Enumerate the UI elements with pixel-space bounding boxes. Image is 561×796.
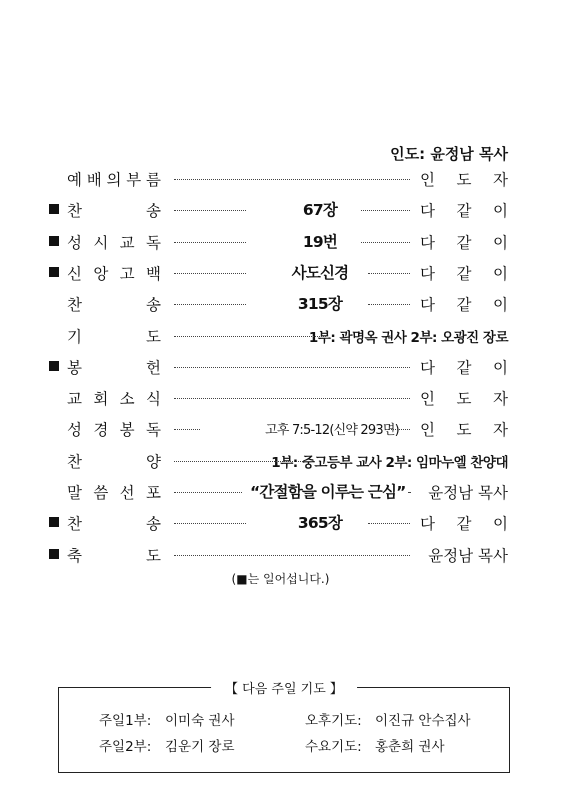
order-right [420, 231, 508, 253]
order-label-char: 봉 [67, 358, 82, 377]
leader-dots [368, 523, 410, 524]
order-label-char: 포 [145, 484, 161, 502]
leader-dots [174, 523, 246, 524]
order-right [420, 199, 508, 221]
leader-dots [174, 367, 410, 368]
order-label [67, 231, 161, 253]
order-row [52, 231, 508, 255]
order-right-char: 같 [456, 296, 472, 315]
order-label-char: 성 [67, 233, 82, 252]
order-row [52, 387, 508, 411]
order-label-char: 축 [67, 546, 82, 565]
order-label-char: 소 [119, 390, 135, 409]
order-right-char: 이 [493, 515, 508, 534]
order-right-char: 도 [456, 421, 472, 440]
order-center: 67장 [302, 201, 338, 220]
order-label-char: 기 [67, 327, 82, 346]
leader-dots [174, 398, 410, 399]
order-label-char: 송 [146, 515, 161, 534]
order-label-char: 백 [145, 264, 161, 283]
order-label-char: 찬 [67, 296, 82, 315]
prayer-name: 김운기 장로 [165, 739, 235, 755]
leader-dots [174, 461, 301, 462]
order-label-char: 양 [146, 452, 161, 471]
order-label-char: 성 [67, 421, 82, 440]
order-label-char: 송 [146, 202, 161, 221]
prayer-item [99, 709, 235, 729]
order-label [67, 199, 161, 221]
order-right [420, 387, 508, 409]
order-label-char: 찬 [67, 202, 82, 221]
order-row [52, 512, 508, 536]
order-label-char: 교 [119, 233, 135, 252]
order-label [67, 387, 161, 409]
order-right-char: 인 [420, 421, 435, 440]
order-center: 315장 [297, 295, 343, 314]
order-row [52, 262, 508, 286]
leader-dots [174, 555, 410, 556]
order-center: “간절함을 이루는 근심” [250, 483, 406, 501]
order-label-char: 예 [67, 171, 82, 189]
leader-dots [174, 210, 246, 211]
order-row [52, 293, 508, 317]
leader-dots [174, 304, 246, 305]
prayer-item [305, 709, 471, 729]
order-label-char: 도 [146, 327, 161, 346]
order-right [420, 262, 508, 284]
order-label-char: 시 [93, 233, 109, 252]
order-label-char: 씀 [93, 484, 109, 502]
next-prayer-box [58, 682, 510, 773]
order-row [52, 325, 508, 349]
order-row [52, 544, 508, 568]
order-right-char: 자 [493, 421, 508, 440]
order-label [67, 168, 161, 190]
order-right: 윤정남 목사 [428, 546, 508, 565]
order-right-char: 같 [456, 515, 472, 534]
order-label-char: 선 [119, 484, 135, 502]
stand-marker [49, 267, 59, 277]
leader-dots [368, 273, 410, 274]
leader-dots [388, 429, 410, 430]
order-right-char: 도 [456, 171, 472, 189]
order-right [420, 168, 508, 190]
prayer-role: 수요기도: [305, 739, 362, 755]
order-right-char: 인 [420, 171, 435, 189]
prayer-name: 홍춘희 권사 [375, 739, 445, 755]
order-row [52, 450, 508, 474]
leader-dots [174, 273, 246, 274]
prayer-name: 이미숙 권사 [165, 713, 235, 729]
order-right [420, 418, 508, 440]
order-label [67, 418, 161, 440]
order-label-char: 독 [145, 233, 161, 252]
prayer-role: 오후기도: [305, 713, 362, 729]
order-right-char: 같 [456, 264, 472, 283]
next-prayer-title: 【 다음 주일 기도 】 [211, 678, 357, 697]
order-label [67, 544, 161, 566]
order-label-char: 름 [146, 171, 161, 189]
stand-marker [49, 236, 59, 246]
order-label-char: 교 [67, 390, 82, 409]
order-label-char: 의 [106, 171, 122, 189]
order-right-char: 이 [493, 358, 508, 377]
order-label-char: 봉 [119, 421, 135, 440]
order-row [52, 481, 508, 505]
leader-dots [361, 210, 411, 211]
order-row [52, 168, 508, 192]
order-right [420, 356, 508, 378]
order-right-char: 같 [456, 202, 472, 221]
order-right [420, 293, 508, 315]
leader-dots [174, 429, 200, 430]
prayer-role: 주일2부: [99, 739, 152, 755]
order-label [67, 512, 161, 534]
order-label-char: 회 [93, 390, 109, 409]
order-center: 사도신경 [291, 263, 349, 282]
order-right: 윤정남 목사 [428, 484, 508, 502]
order-right-char: 다 [420, 202, 435, 221]
leader-dots [174, 492, 242, 493]
order-label [67, 481, 161, 503]
order-right-char: 이 [493, 233, 508, 252]
order-label-char: 헌 [146, 358, 161, 377]
order-label-char: 말 [67, 484, 82, 502]
order-right-char: 다 [420, 296, 435, 315]
order-label [67, 293, 161, 315]
order-right-char: 이 [493, 264, 508, 283]
order-right-char: 같 [456, 358, 472, 377]
order-label-char: 고 [119, 264, 135, 283]
leader-line: 인도: 윤정남 목사 [390, 145, 508, 163]
order-label [67, 262, 161, 284]
order-center: 19번 [302, 232, 338, 251]
prayer-item [99, 735, 235, 755]
leader-dots [174, 336, 326, 337]
leader-dots [361, 242, 411, 243]
leader-dots [408, 492, 410, 493]
stand-marker [49, 549, 59, 559]
order-label-char: 도 [146, 546, 161, 565]
stand-marker [49, 204, 59, 214]
order-label-char: 식 [145, 390, 161, 409]
prayer-item [305, 735, 445, 755]
order-right-char: 자 [493, 390, 508, 409]
stand-marker [49, 361, 59, 371]
order-right: 1부: 중고등부 교사 2부: 임마누엘 찬양대 [271, 454, 508, 471]
stand-marker [49, 517, 59, 527]
prayer-name: 이진규 안수집사 [375, 713, 471, 729]
order-right-char: 인 [420, 390, 435, 409]
order-label [67, 325, 161, 347]
order-label-char: 앙 [93, 264, 109, 283]
order-right-char: 같 [456, 233, 472, 252]
order-label-char: 배 [86, 171, 102, 189]
order-right-char: 다 [420, 264, 435, 283]
order-right-char: 이 [493, 296, 508, 315]
order-label-char: 찬 [67, 452, 82, 471]
order-row [52, 418, 508, 442]
standing-note: (■는 일어섭니다.) [231, 572, 330, 586]
order-right-char: 다 [420, 233, 435, 252]
order-label-char: 독 [145, 421, 161, 440]
order-right-char: 자 [493, 171, 508, 189]
order-row [52, 199, 508, 223]
order-label-char: 찬 [67, 515, 82, 534]
order-label-char: 경 [93, 421, 109, 440]
order-right-char: 도 [456, 390, 472, 409]
order-label-char: 신 [67, 264, 82, 283]
order-right-char: 다 [420, 515, 435, 534]
order-label-char: 부 [126, 171, 142, 189]
leader-dots [174, 242, 246, 243]
order-row [52, 356, 508, 380]
order-label [67, 356, 161, 378]
order-right-char: 다 [420, 358, 435, 377]
order-right-char: 이 [493, 202, 508, 221]
prayer-role: 주일1부: [99, 713, 152, 729]
order-center: 365장 [297, 514, 343, 533]
leader-dots [174, 179, 410, 180]
order-right: 1부: 곽명옥 권사 2부: 오광진 장로 [308, 329, 508, 346]
order-right [420, 512, 508, 534]
order-center: 고후 7:5-12(신약 293면) [265, 423, 399, 439]
leader-dots [368, 304, 410, 305]
order-label-char: 송 [146, 296, 161, 315]
order-label [67, 450, 161, 472]
